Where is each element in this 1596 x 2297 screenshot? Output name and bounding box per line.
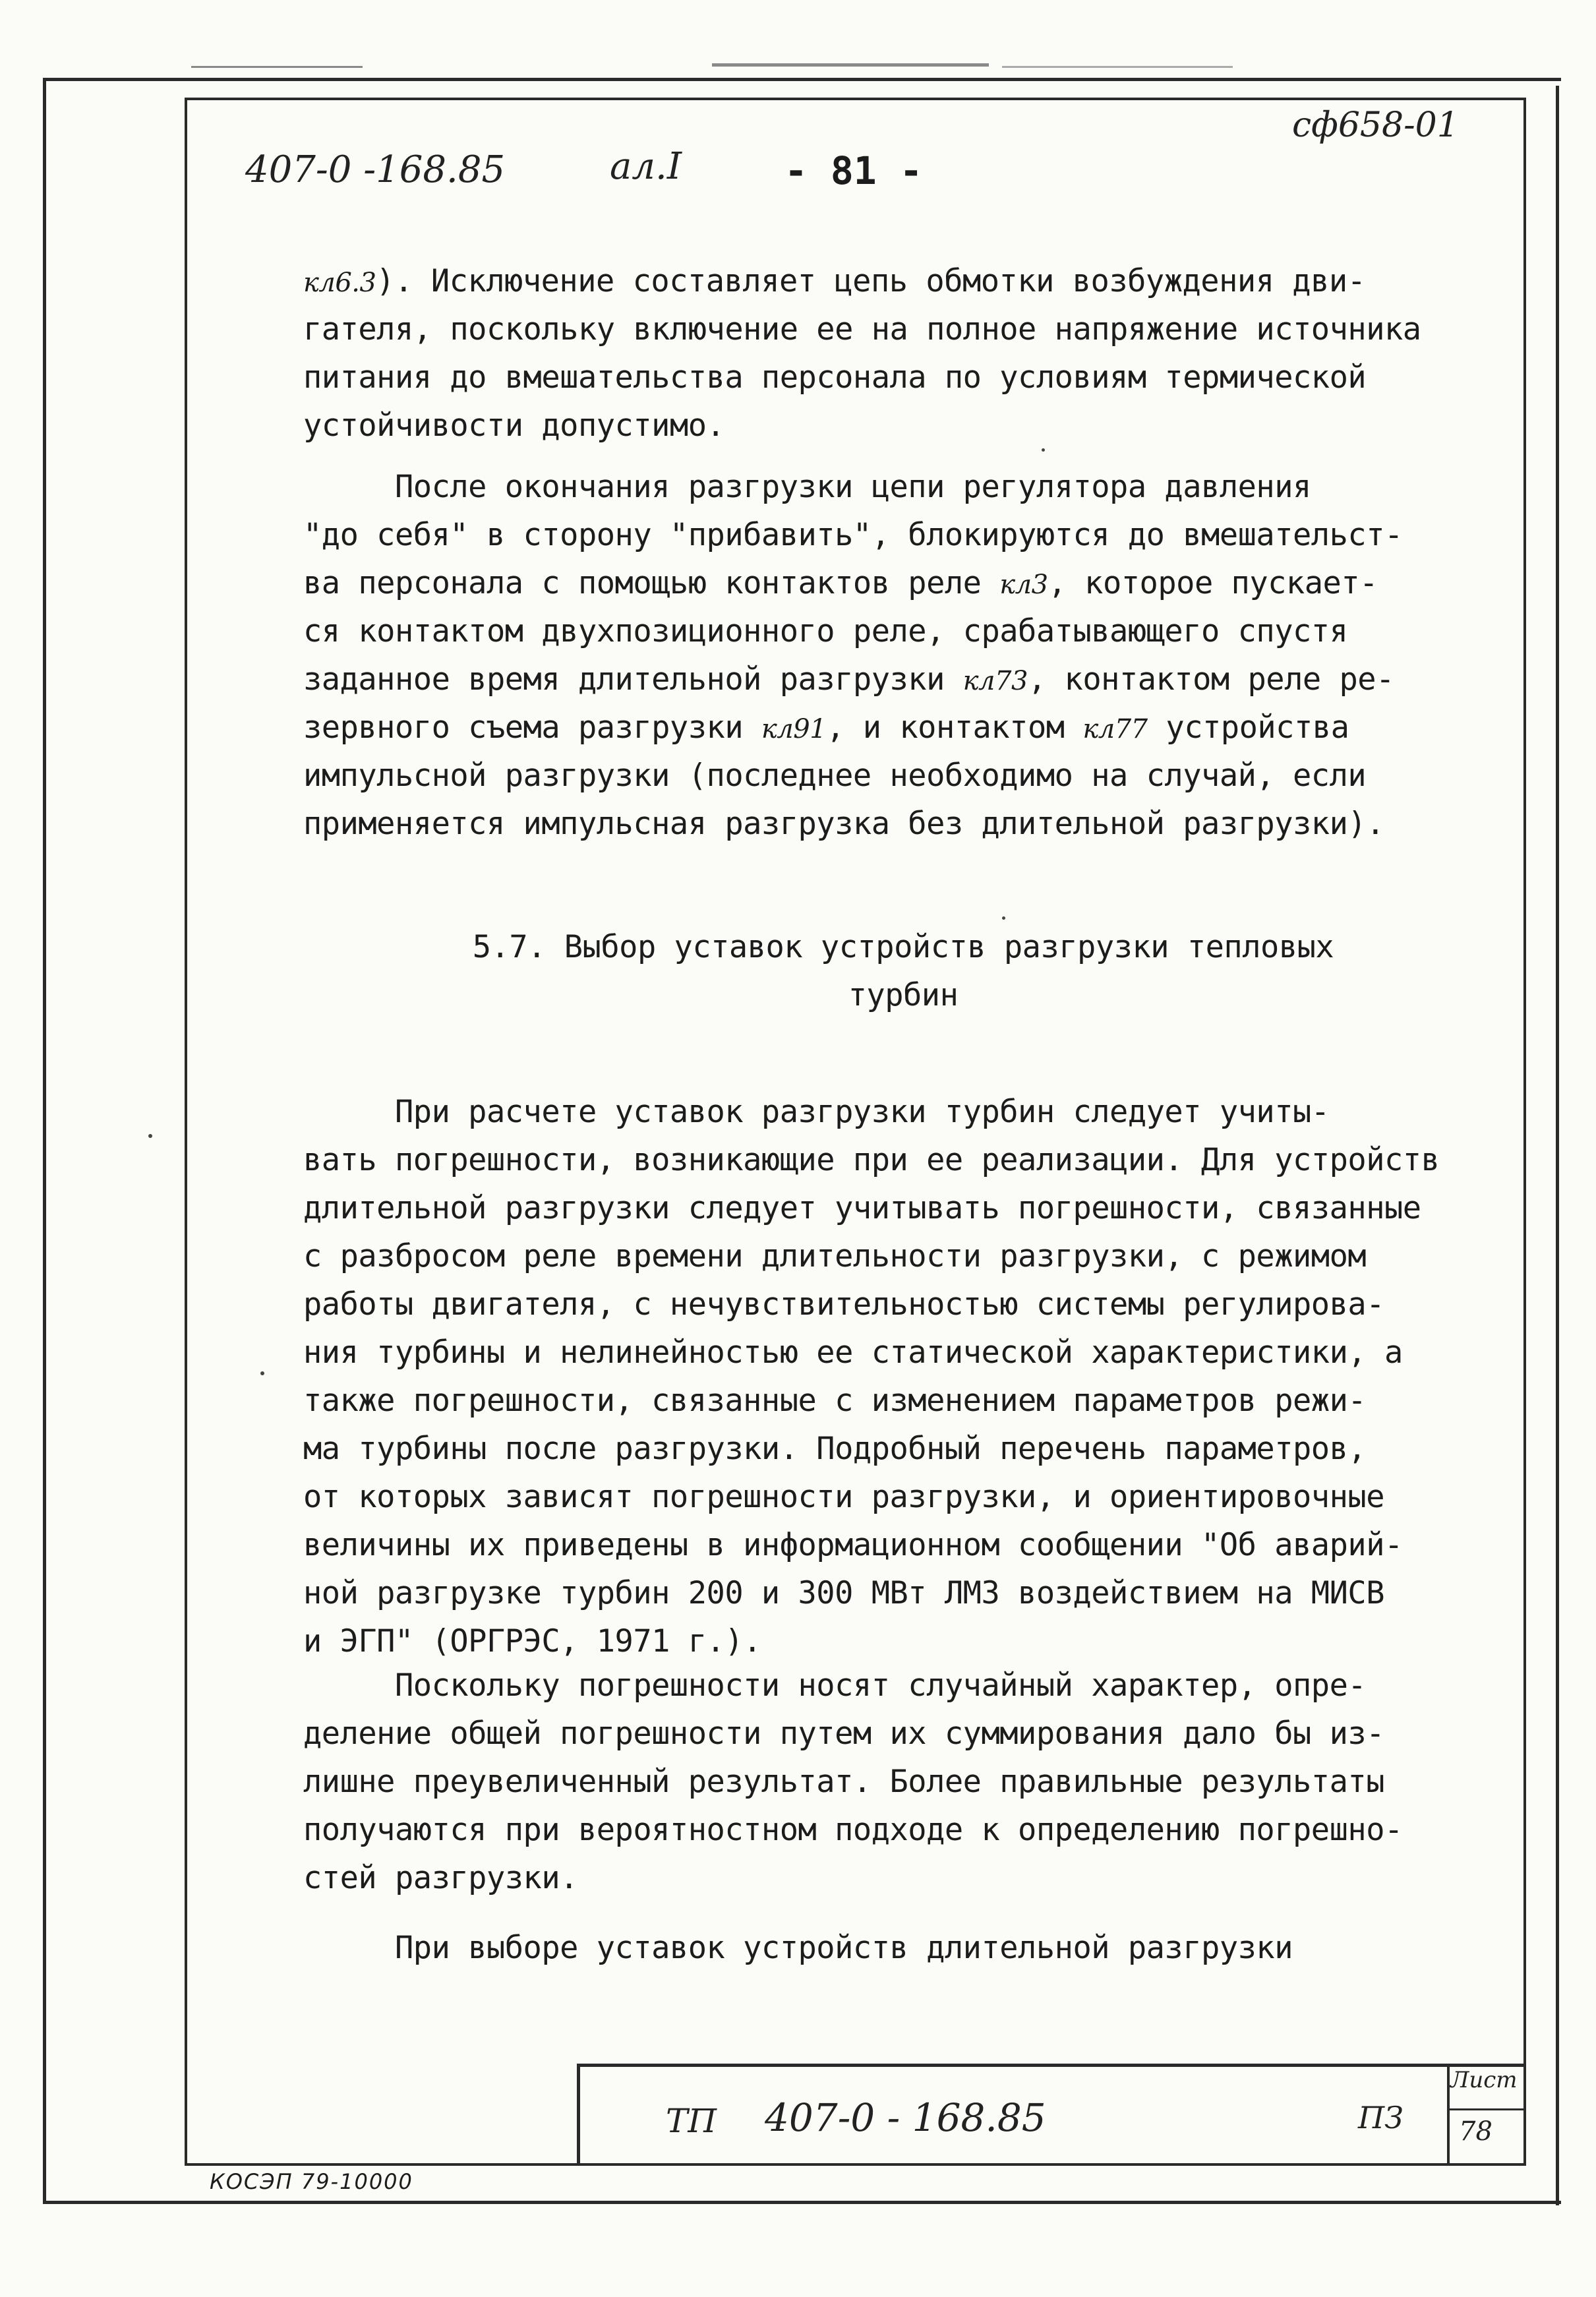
relay-ref: кл3 [999,570,1048,600]
section-title-line: 5.7. Выбор уставок устройств разгрузки тепловых [472,929,1334,965]
paragraph-3 [303,1088,1490,1665]
section-title-line: турбин [848,977,959,1013]
scan-artifact [191,66,363,68]
stamp-sheet-label: Лист [1450,2067,1518,2093]
relay-ref: кл73 [962,666,1028,696]
text-line: деление общей погрешности путем их суммирования дало бы из- [303,1715,1384,1752]
paragraph-4 [303,1661,1490,1902]
paragraph-2 [303,463,1490,848]
outer-frame-right-edge [1556,86,1559,2205]
relay-ref: кл6.3 [303,268,376,298]
page-number: - 81 - [784,148,923,193]
scan-artifact [1002,66,1233,68]
text-line: ма турбины после разгрузки. Подробный перечень параметров, [303,1431,1367,1467]
text-line: кл6.3). Исключение составляет цепь обмотки возбуждения дви- [303,263,1366,299]
scan-speck [148,1134,152,1138]
scan-speck [1002,916,1005,920]
relay-ref: кл91 [761,714,827,744]
album-number: ал.I [610,145,682,188]
section-title [303,923,1503,1019]
scan-speck [260,1371,264,1375]
relay-ref: кл77 [1082,714,1148,744]
text-line: ной разгрузке турбин 200 и 300 МВт ЛМЗ воздействием на МИСВ [303,1575,1384,1611]
text-line: от которых зависят погрешности разгрузки, и ориентировочные [303,1479,1384,1515]
text-line: ся контактом двухпозиционного реле, срабатывающего спустя [303,613,1348,649]
stamp-section: ПЗ [1358,2100,1404,2135]
document-code: сф658-01 [1292,105,1459,145]
stamp-project-code: 407-0 - 168.85 [765,2095,1046,2140]
text-line: "до себя" в сторону "прибавить", блокируются до вмешательст- [303,517,1403,553]
text-line: После окончания разгрузки цепи регулятора давления [303,469,1311,505]
text-line: ва персонала с помощью контактов реле кл3, которое пускает- [303,565,1378,601]
text-line: Поскольку погрешности носят случайный характер, опре- [303,1667,1367,1704]
scan-speck [1042,448,1045,452]
text-line: заданное время длительной разгрузки кл73, контактом реле ре- [303,661,1394,698]
print-code: КОСЭП 79-10000 [210,2169,413,2194]
stamp-sheet-number: 78 [1459,2116,1493,2147]
project-code: 407-0 -168.85 [245,148,506,191]
text-line: При расчете уставок разгрузки турбин следует учиты- [303,1094,1330,1130]
text-line: работы двигателя, с нечувствительностью системы регулирова- [303,1286,1384,1323]
paragraph-5 [303,1924,1490,1972]
text-line: питания до вмешательства персонала по условиям термической [303,359,1367,396]
text-line: импульсной разгрузки (последнее необходимо на случай, если [303,758,1367,794]
text-line: и ЭГП" (ОРГРЭС, 1971 г.). [303,1623,761,1659]
text-line: устойчивости допустимо. [303,407,725,444]
text-line: гателя, поскольку включение ее на полное напряжение источника [303,311,1421,347]
scan-artifact [712,63,989,67]
text-line: длительной разгрузки следует учитывать погрешности, связанные [303,1190,1421,1226]
text-line: ния турбины и нелинейностью ее статической характеристики, а [303,1334,1403,1371]
text-line: получаются при вероятностном подходе к определению погрешно- [303,1812,1403,1848]
text-line: стей разгрузки. [303,1860,578,1896]
text-line: При выборе уставок устройств длительной разгрузки [303,1930,1293,1966]
stamp-tp-label: ТП [666,2102,717,2140]
text-line: величины их приведены в информационном сообщении "Об аварий- [303,1527,1403,1563]
paragraph-1 [303,257,1490,450]
text-line: зервного съема разгрузки кл91, и контактом кл77 устройства [303,709,1349,746]
text-line: применяется импульсная разгрузка без длительной разгрузки). [303,806,1384,842]
text-line: лишне преувеличенный результат. Более правильные результаты [303,1764,1384,1800]
text-line: также погрешности, связанные с изменением параметров режи- [303,1383,1367,1419]
text-line: с разбросом реле времени длительности разгрузки, с режимом [303,1238,1367,1274]
text-line: вать погрешности, возникающие при ее реализации. Для устройств [303,1142,1440,1178]
